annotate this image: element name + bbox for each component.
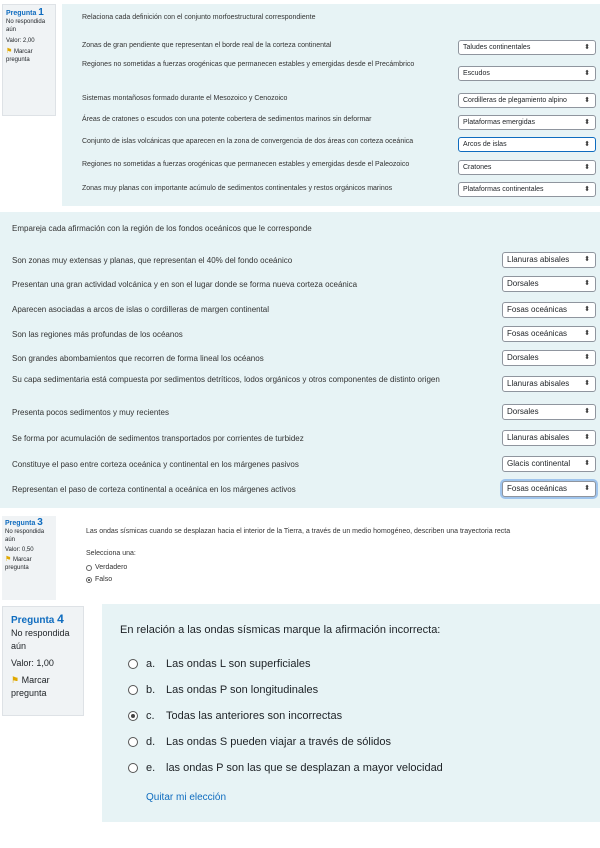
option-c[interactable]	[128, 710, 342, 722]
question-label: Pregunta	[11, 615, 55, 626]
match-row-text: Representan el paso de corteza continental a oceánica en los márgenes activos	[12, 485, 296, 494]
select-value: Plataformas emergidas	[463, 119, 535, 126]
radio-button[interactable]	[128, 685, 138, 695]
match-row-text: Regiones no sometidas a fuerzas orogénicas que permanecen estables y emergidas desde el Paleozoico	[82, 161, 410, 168]
dropdown-arrow-icon: ⬍	[584, 485, 590, 492]
dropdown-arrow-icon: ⬍	[584, 44, 590, 51]
match-select[interactable]	[458, 66, 596, 81]
flag-question-link[interactable]	[5, 556, 53, 572]
option-true[interactable]	[86, 564, 127, 571]
match-row-text: Aparecen asociadas a arcos de islas o cordilleras de margen continental	[12, 305, 270, 314]
question-value: Valor: 2,00	[6, 38, 35, 44]
match-row-text: Presentan una gran actividad volcánica y en son el lugar donde se forma nueva corteza oceánica	[12, 280, 358, 289]
select-value: Fosas oceánicas	[507, 329, 568, 338]
match-row-text: Son zonas muy extensas y planas, que representan el 40% del fondo oceánico	[12, 256, 293, 265]
match-row-text: Son las regiones más profundas de los océanos	[12, 330, 183, 339]
option-letter: b.	[146, 684, 156, 696]
option-letter: e.	[146, 762, 156, 774]
question-value: Valor: 1,00	[11, 658, 54, 668]
match-select[interactable]	[502, 376, 596, 392]
question-label: Pregunta	[6, 10, 37, 17]
option-false[interactable]	[86, 576, 112, 583]
radio-button-selected[interactable]	[86, 577, 92, 583]
match-select[interactable]	[502, 481, 596, 497]
match-row-text: Conjunto de islas volcánicas que aparecen en la zona de convergencia de dos áreas con corteza oceánica	[82, 138, 414, 145]
select-value: Escudos	[463, 70, 490, 77]
match-row-text: Zonas muy planas con importante acúmulo de sedimentos continentales y restos orgánicos marinos	[82, 185, 393, 192]
select-one-label: Selecciona una:	[86, 550, 136, 557]
option-text: Todas las anteriores son incorrectas	[166, 710, 343, 722]
select-value: Cratones	[463, 164, 492, 171]
match-row-text: Sistemas montañosos formado durante el Mesozoico y Cenozoico	[82, 95, 288, 102]
dropdown-arrow-icon: ⬍	[584, 280, 590, 287]
question-1-panel	[62, 4, 600, 206]
select-value: Dorsales	[507, 279, 539, 288]
dropdown-arrow-icon: ⬍	[584, 354, 590, 361]
select-value: Fosas oceánicas	[507, 484, 568, 493]
dropdown-arrow-icon: ⬍	[584, 434, 590, 441]
radio-button[interactable]	[86, 565, 92, 571]
select-value: Cordilleras de plegamiento alpino	[463, 97, 567, 104]
option-b[interactable]	[128, 684, 318, 696]
match-row-text: Zonas de gran pendiente que representan el borde real de la corteza continental	[82, 42, 332, 49]
flag-icon: ⚑	[5, 556, 12, 563]
radio-button-selected[interactable]	[128, 711, 138, 721]
question-number: 1	[38, 7, 44, 18]
dropdown-arrow-icon: ⬍	[584, 141, 590, 148]
match-select[interactable]	[502, 302, 596, 318]
select-value: Glacis continental	[507, 459, 571, 468]
option-text: Las ondas L son superficiales	[166, 658, 311, 670]
dropdown-arrow-icon: ⬍	[584, 256, 590, 263]
match-select[interactable]	[502, 430, 596, 446]
select-value: Arcos de islas	[463, 141, 507, 148]
flag-question-label: Marcar pregunta	[11, 675, 50, 698]
dropdown-arrow-icon: ⬍	[584, 306, 590, 313]
match-row-text: Se forma por acumulación de sedimentos transportados por corrientes de turbidez	[12, 434, 304, 443]
flag-question-link[interactable]	[6, 48, 52, 64]
question-number: 3	[37, 517, 43, 528]
option-text: Las ondas P son longitudinales	[166, 684, 319, 696]
select-value: Plataformas continentales	[463, 186, 544, 193]
option-letter: d.	[146, 736, 156, 748]
question-info-3	[2, 516, 56, 600]
option-label: Verdadero	[95, 564, 128, 571]
radio-button[interactable]	[128, 659, 138, 669]
question-3-panel	[62, 514, 600, 600]
question-2-panel	[0, 212, 600, 508]
match-select[interactable]	[458, 137, 596, 152]
match-select[interactable]	[502, 326, 596, 342]
flag-question-label: Marcar pregunta	[6, 49, 33, 63]
flag-icon: ⚑	[6, 48, 13, 55]
clear-choice-link[interactable]: Quitar mi elección	[146, 792, 227, 803]
dropdown-arrow-icon: ⬍	[584, 97, 590, 104]
match-select[interactable]	[458, 93, 596, 108]
dropdown-arrow-icon: ⬍	[584, 70, 590, 77]
question-status: No respondida aún	[11, 628, 70, 651]
option-label: Falso	[95, 576, 113, 583]
match-row-text: Áreas de cratones o escudos con una potente cobertera de sedimentos marinos sin deformar	[82, 116, 372, 123]
select-value: Llanuras abisales	[507, 379, 570, 388]
select-value: Dorsales	[507, 353, 539, 362]
question-3-text: Las ondas sísmicas cuando se desplazan hacia el interior de la Tierra, a través de un medio homogéneo, describen una trayectoria recta	[86, 528, 511, 535]
dropdown-arrow-icon: ⬍	[584, 119, 590, 126]
match-select[interactable]	[458, 115, 596, 130]
match-select[interactable]	[502, 252, 596, 268]
option-e[interactable]	[128, 762, 443, 774]
flag-icon: ⚑	[11, 675, 20, 685]
match-select[interactable]	[458, 182, 596, 197]
match-row-text: Constituye el paso entre corteza oceánica y continental en los márgenes pasivos	[12, 460, 299, 469]
match-select[interactable]	[458, 40, 596, 55]
option-a[interactable]	[128, 658, 311, 670]
dropdown-arrow-icon: ⬍	[584, 380, 590, 387]
option-d[interactable]	[128, 736, 391, 748]
match-row-text: Presenta pocos sedimentos y muy recientes	[12, 408, 169, 417]
flag-question-label: Marcar pregunta	[5, 557, 32, 571]
match-select[interactable]	[502, 404, 596, 420]
select-value: Fosas oceánicas	[507, 305, 568, 314]
question-info-1	[2, 4, 56, 116]
dropdown-arrow-icon: ⬍	[584, 408, 590, 415]
match-row-text: Son grandes abombamientos que recorren de forma lineal los océanos	[12, 354, 264, 363]
question-number: 4	[57, 612, 64, 626]
option-letter: a.	[146, 658, 156, 670]
question-4-panel	[102, 604, 600, 822]
question-status: No respondida aún	[5, 529, 45, 543]
radio-button[interactable]	[128, 737, 138, 747]
dropdown-arrow-icon: ⬍	[584, 460, 590, 467]
question-status: No respondida aún	[6, 19, 46, 33]
match-row-text: Su capa sedimentaria está compuesta por sedimentos detríticos, lodos orgánicos y otros componentes de distinto origen	[12, 375, 440, 384]
match-select[interactable]	[502, 350, 596, 366]
dropdown-arrow-icon: ⬍	[584, 164, 590, 171]
dropdown-arrow-icon: ⬍	[584, 186, 590, 193]
option-letter: c.	[146, 710, 155, 722]
question-2-prompt: Empareja cada afirmación con la región de los fondos oceánicos que le corresponde	[12, 224, 312, 233]
flag-question-link[interactable]	[11, 674, 75, 700]
select-value: Llanuras abisales	[507, 255, 570, 264]
select-value: Taludes continentales	[463, 44, 531, 51]
question-info-4	[2, 606, 84, 716]
question-4-prompt: En relación a las ondas sísmicas marque la afirmación incorrecta:	[120, 624, 441, 636]
dropdown-arrow-icon: ⬍	[584, 330, 590, 337]
question-label: Pregunta	[5, 520, 36, 527]
select-value: Llanuras abisales	[507, 433, 570, 442]
match-select[interactable]	[502, 456, 596, 472]
question-value: Valor: 0,50	[5, 547, 34, 553]
question-1-prompt: Relaciona cada definición con el conjunto morfoestructural correspondiente	[82, 14, 316, 21]
option-text: Las ondas S pueden viajar a través de sólidos	[166, 736, 392, 748]
match-select[interactable]	[458, 160, 596, 175]
match-row-text: Regiones no sometidas a fuerzas orogénicas que permanecen estables y emergidas desde el Precámbrico	[82, 61, 415, 68]
radio-button[interactable]	[128, 763, 138, 773]
select-value: Dorsales	[507, 407, 539, 416]
option-text: las ondas P son las que se desplazan a mayor velocidad	[166, 762, 443, 774]
match-select[interactable]	[502, 276, 596, 292]
